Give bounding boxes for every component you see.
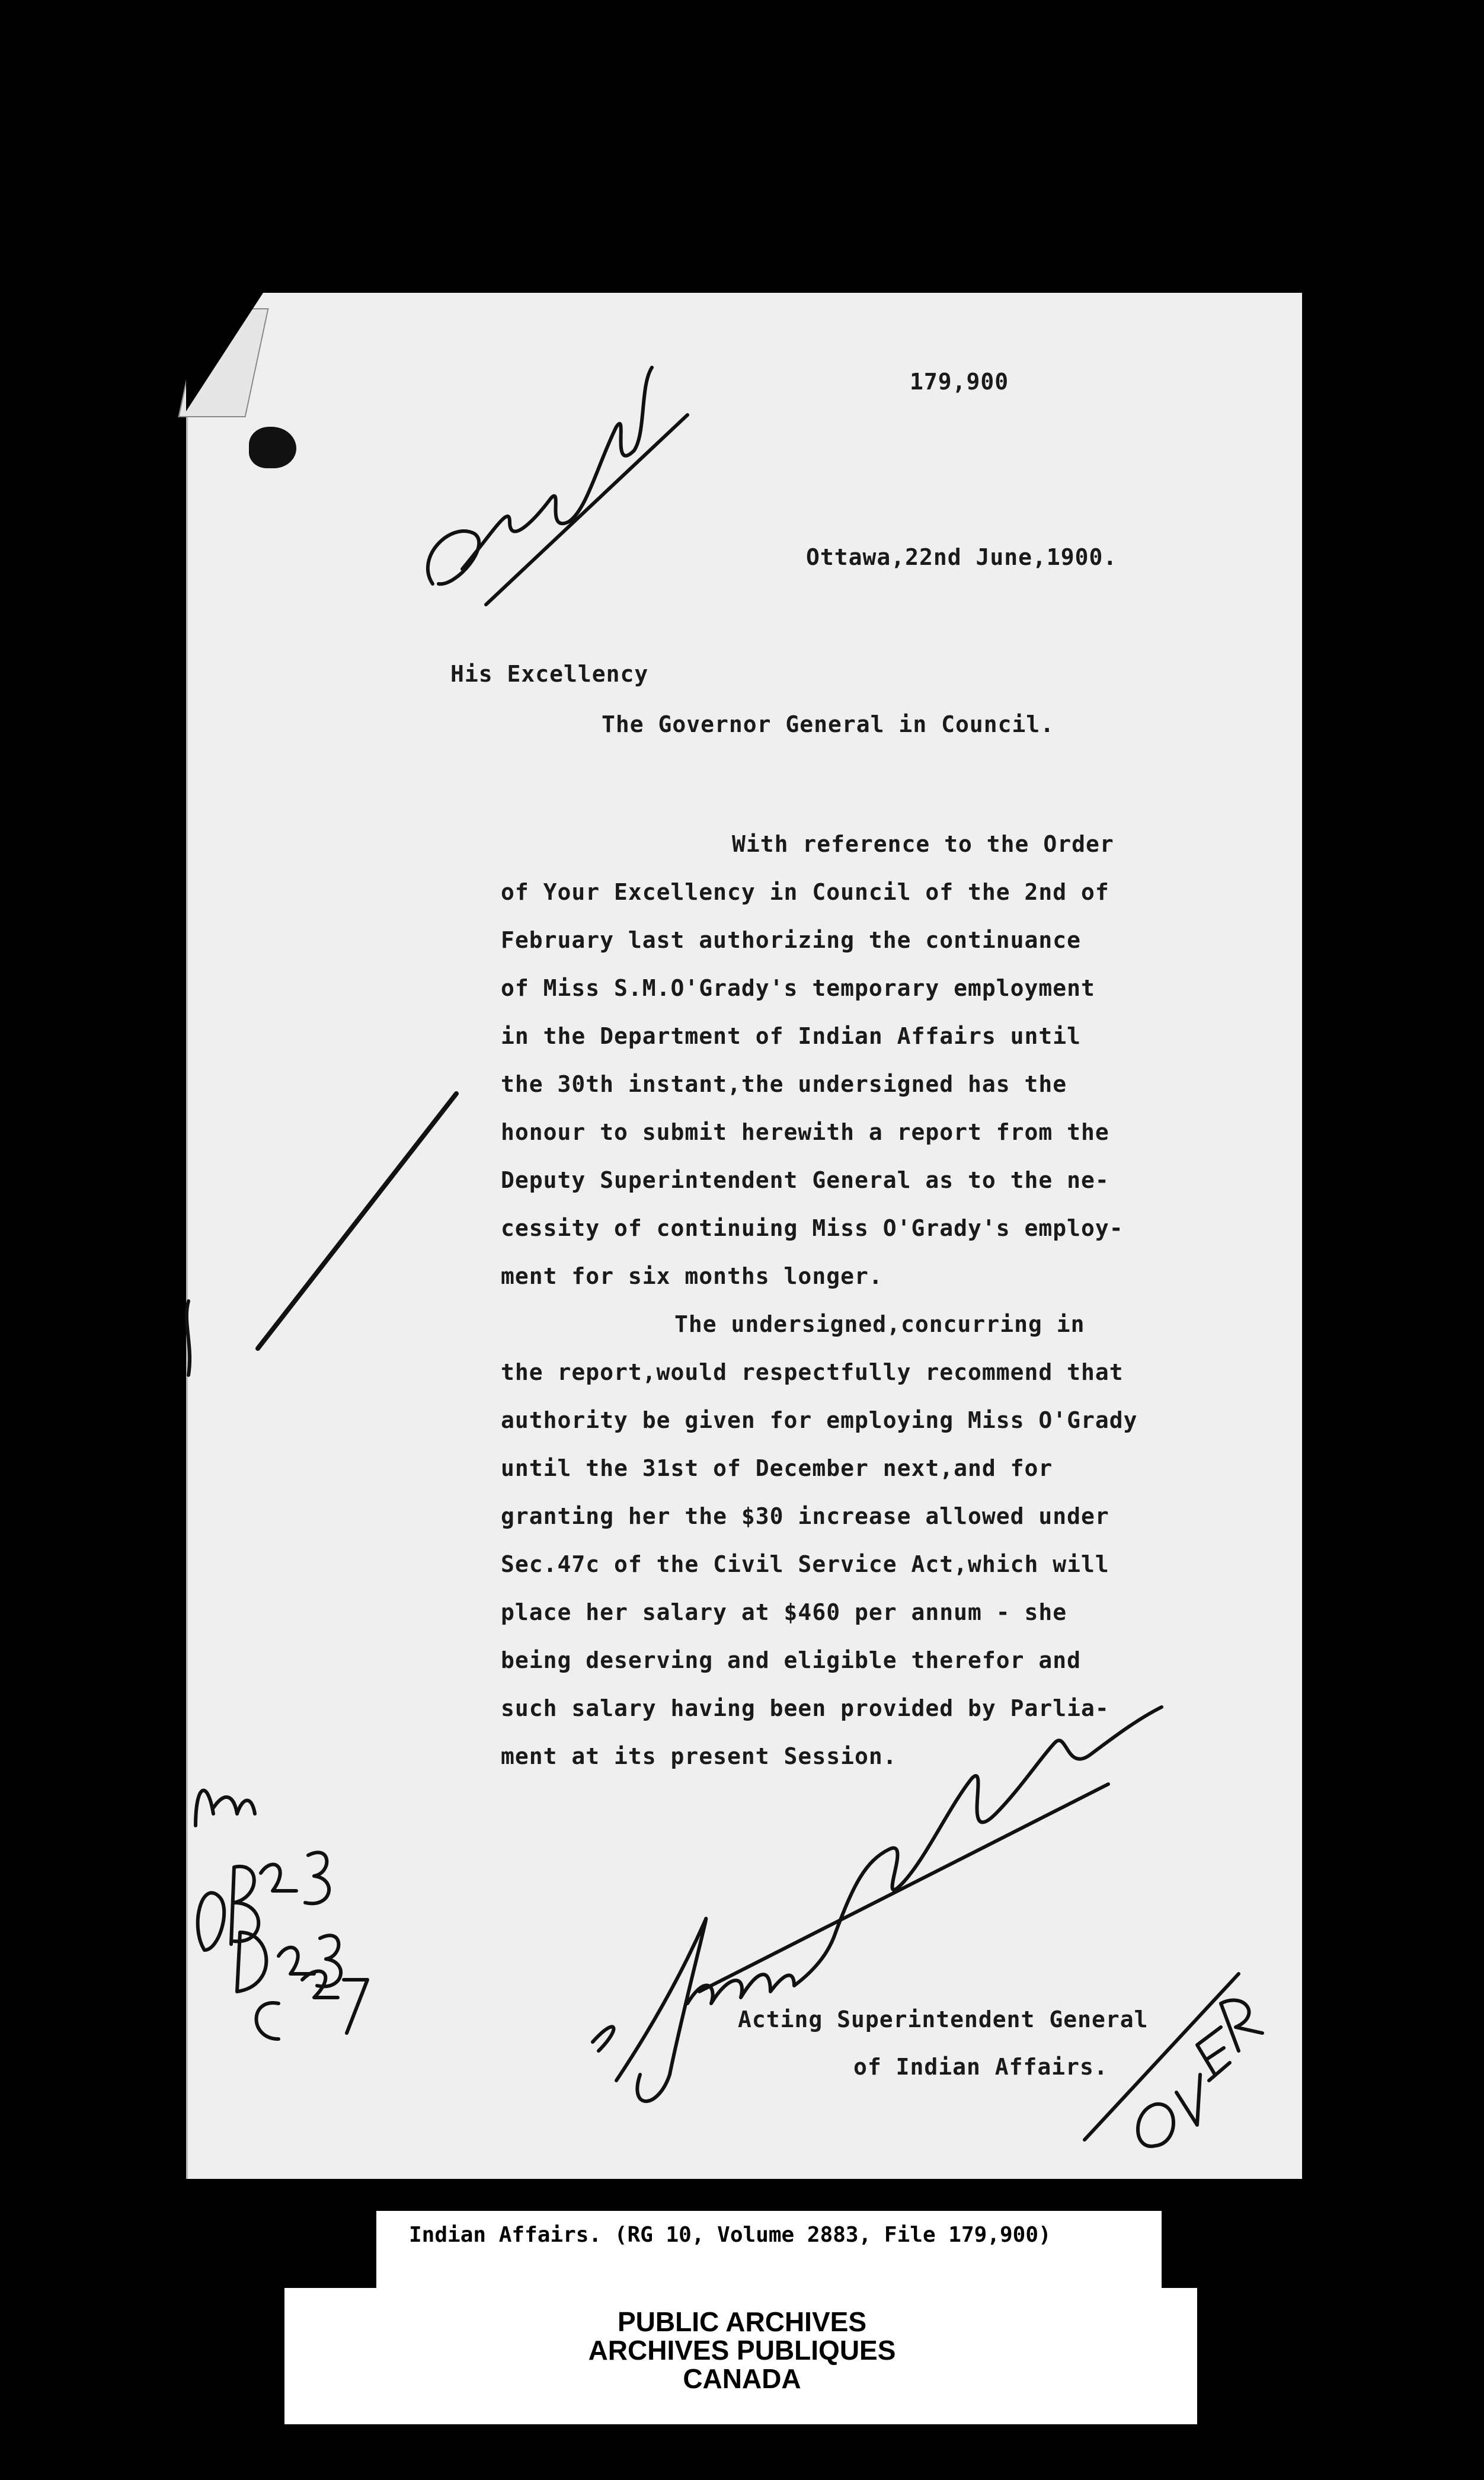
archive-name-en: PUBLIC ARCHIVES [618,2306,866,2337]
body-line: honour to submit herewith a report from the [501,1119,1109,1145]
body-line: ment for six months longer. [501,1263,883,1289]
body-line: the report,would respectfully recommend that [501,1359,1124,1385]
archive-reference: Indian Affairs. (RG 10, Volume 2883, File 179,900) [409,2223,1051,2247]
archive-country: CANADA [683,2363,801,2394]
addressee-line-1: His Excellency [450,661,649,687]
body-line: Sec.47c of the Civil Service Act,which will [501,1551,1109,1577]
label-notch-left [284,2211,376,2288]
body-line: such salary having been provided by Parlia- [501,1695,1109,1721]
body-line: of Your Excellency in Council of the 2nd of [501,879,1109,905]
margin-note-ob23 [198,1852,329,1950]
body-line: granting her the $30 increase allowed under [501,1503,1109,1529]
label-notch-right [1162,2211,1197,2288]
body-line: cessity of continuing Miss O'Grady's employ- [501,1215,1124,1241]
signature-title-line-2: of Indian Affairs. [853,2054,1108,2080]
body-line: ment at its present Session. [501,1743,897,1769]
margin-bracket-mark [187,1301,190,1375]
signature-handwriting [593,1707,1162,2101]
body-line: Deputy Superintendent General as to the ne- [501,1167,1109,1193]
body-line: place her salary at $460 per annum - she [501,1599,1067,1625]
body-line: February last authorizing the continuance [501,927,1081,953]
addressee-line-2: The Governor General in Council. [602,711,1055,737]
body-line: until the 31st of December next,and for [501,1455,1053,1481]
body-line: in the Department of Indian Affairs until [501,1023,1081,1049]
body-line: of Miss S.M.O'Grady's temporary employment [501,975,1095,1001]
signature-title-line-1: Acting Superintendent General [738,2006,1149,2032]
signature-underline [699,1784,1108,1992]
body-line: With reference to the Order [732,831,1114,857]
initials-flourish [486,415,687,605]
file-number: 179,900 [910,369,1009,395]
margin-diagonal-line [258,1094,456,1348]
body-line: being deserving and eligible therefor and [501,1647,1081,1673]
over-underline [1085,1974,1239,2140]
margin-note-c27 [257,1971,368,2039]
body-line: The undersigned,concurring in [674,1311,1085,1337]
over-handwriting [1138,2000,1262,2146]
dateline: Ottawa,22nd June,1900. [806,544,1118,570]
body-line: the 30th instant,the undersigned has the [501,1071,1067,1097]
body-line: authority be given for employing Miss O'Grady [501,1407,1138,1433]
margin-note-pm [196,1791,255,1826]
archive-name-fr: ARCHIVES PUBLIQUES [588,2335,896,2366]
